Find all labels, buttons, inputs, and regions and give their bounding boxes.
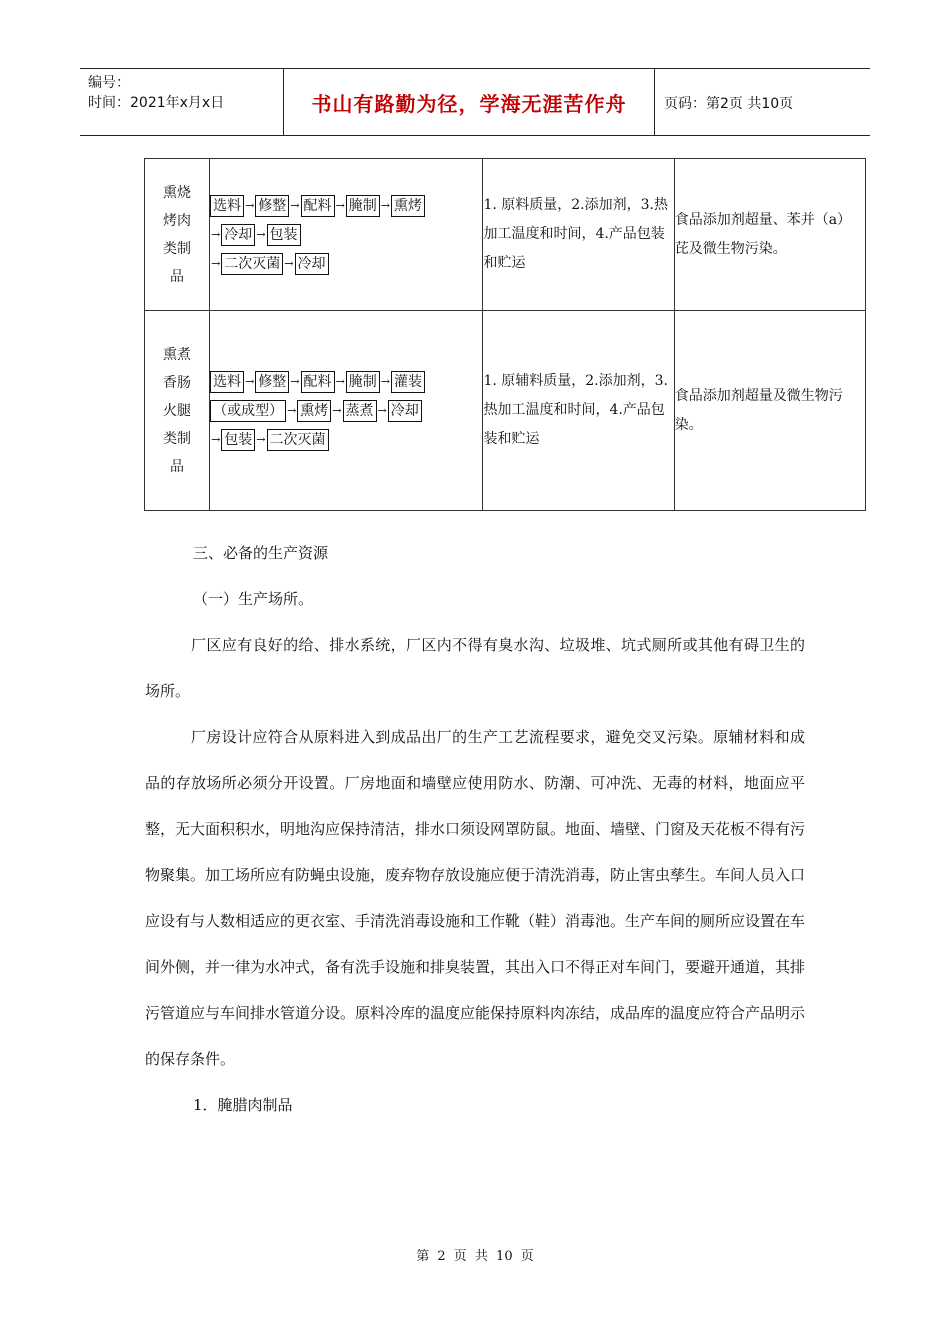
table-row — [145, 159, 866, 311]
arrow-icon: → — [335, 199, 345, 212]
category-line: 烤肉 — [163, 212, 192, 229]
page-footer: 第 2 页 共 10 页 — [416, 1249, 534, 1264]
arrow-icon: → — [211, 257, 221, 270]
category-line: 类制 — [163, 430, 192, 447]
flow-cell — [210, 311, 483, 511]
time-label: 时间：2021年x月x日 — [88, 95, 225, 111]
page-header — [80, 68, 870, 136]
category-line: 熏煮 — [163, 346, 192, 363]
category-cell — [145, 159, 210, 311]
flow-step: 冷却 — [221, 224, 255, 246]
flow-step: 腌制 — [346, 195, 380, 217]
flow-line — [210, 367, 482, 396]
arrow-icon: → — [290, 199, 300, 212]
arrow-icon: → — [256, 433, 266, 446]
arrow-icon: → — [380, 199, 390, 212]
flow-line — [210, 396, 482, 425]
flow-step: 蒸煮 — [343, 400, 377, 422]
sub-heading: （一）生产场所。 — [193, 590, 314, 608]
arrow-icon: → — [287, 404, 297, 417]
control-points-cell: 1. 原料质量，2.添加剂，3.热加工温度和时间，4.产品包装和贮运 — [483, 159, 674, 311]
arrow-icon: → — [290, 375, 300, 388]
hazards-cell: 食品添加剂超量、苯并（a）芘及微生物污染。 — [674, 159, 865, 311]
arrow-icon: → — [245, 199, 255, 212]
arrow-icon: → — [211, 433, 221, 446]
arrow-icon: → — [380, 375, 390, 388]
category-line: 香肠 — [163, 374, 192, 391]
category-cell — [145, 311, 210, 511]
category-line: 熏烧 — [163, 184, 192, 201]
flow-step: 配料 — [301, 371, 335, 393]
arrow-icon: → — [284, 257, 294, 270]
flow-step: 修整 — [255, 371, 289, 393]
arrow-icon: → — [256, 228, 266, 241]
flow-step: 包装 — [267, 224, 301, 246]
flow-step: 包装 — [221, 429, 255, 451]
flow-step: 熏烤 — [391, 195, 425, 217]
paragraph: 厂房设计应符合从原料进入到成品出厂的生产工艺流程要求，避免交叉污染。原辅材料和成品的存放场所必须分开设置。厂房地面和墙壁应使用防水、防潮、可冲洗、无毒的材料，地面应平整，无大面积积水，明地沟应保持清洁，排水口须设网罩防鼠。地面、墙壁、门窗及天花板不得有污物聚集。加工场所应有防蝇虫设施，废弃物存放设施应便于清洗消毒，防止害虫孳生。车间人员入口应设有与人数相适应的更衣室、手清洗消毒设施和工作靴（鞋）消毒池。生产车间的厕所应设置在车间外侧，并一律为水冲式，备有洗手设施和排臭装置，其出入口不得正对车间门，要避开通道，其排污管道应与车间排水管道分设。原料冷库的温度应能保持原料肉冻结，成品库的温度应符合产品明示的保存条件。 — [145, 728, 806, 1068]
hazards-cell: 食品添加剂超量及微生物污染。 — [674, 311, 865, 511]
flow-line — [210, 249, 482, 278]
header-motto: 书山有路勤为径，学海无涯苦作舟 — [311, 91, 627, 116]
control-points-cell: 1. 原辅料质量，2.添加剂，3.热加工温度和时间，4.产品包装和贮运 — [483, 311, 674, 511]
flow-line — [210, 425, 482, 454]
flow-step: 选料 — [210, 371, 244, 393]
category-line: 品 — [170, 458, 185, 475]
flow-step: 二次灭菌 — [221, 253, 283, 275]
arrow-icon: → — [211, 228, 221, 241]
flow-step: 冷却 — [388, 400, 422, 422]
flow-step: 修整 — [255, 195, 289, 217]
flow-step: 二次灭菌 — [267, 429, 329, 451]
arrow-icon: → — [245, 375, 255, 388]
flow-step: 配料 — [301, 195, 335, 217]
category-line: 类制 — [163, 240, 192, 257]
flow-step: 选料 — [210, 195, 244, 217]
arrow-icon: → — [332, 404, 342, 417]
table-row — [145, 311, 866, 511]
list-item: 1．腌腊肉制品 — [193, 1096, 293, 1114]
arrow-icon: → — [335, 375, 345, 388]
flow-step: 腌制 — [346, 371, 380, 393]
arrow-icon: → — [377, 404, 387, 417]
category-line: 火腿 — [163, 402, 192, 419]
section-heading: 三、必备的生产资源 — [193, 544, 329, 562]
flow-step: 冷却 — [295, 253, 329, 275]
code-label: 编号： — [88, 75, 130, 91]
flow-line — [210, 220, 482, 249]
header-page-info: 页码：第2页 共10页 — [664, 96, 794, 112]
category-line: 品 — [170, 268, 185, 285]
flow-cell — [210, 159, 483, 311]
body-content — [145, 530, 805, 1128]
flow-step: 熏烤 — [297, 400, 331, 422]
paragraph: 厂区应有良好的给、排水系统，厂区内不得有臭水沟、垃圾堆、坑式厕所或其他有碍卫生的场所。 — [145, 636, 805, 700]
header-left — [88, 73, 288, 113]
header-divider-2 — [654, 69, 655, 135]
flow-step: 灌装 — [391, 371, 425, 393]
flow-step: （或成型） — [210, 400, 286, 422]
process-table — [144, 158, 866, 511]
flow-line — [210, 191, 482, 220]
